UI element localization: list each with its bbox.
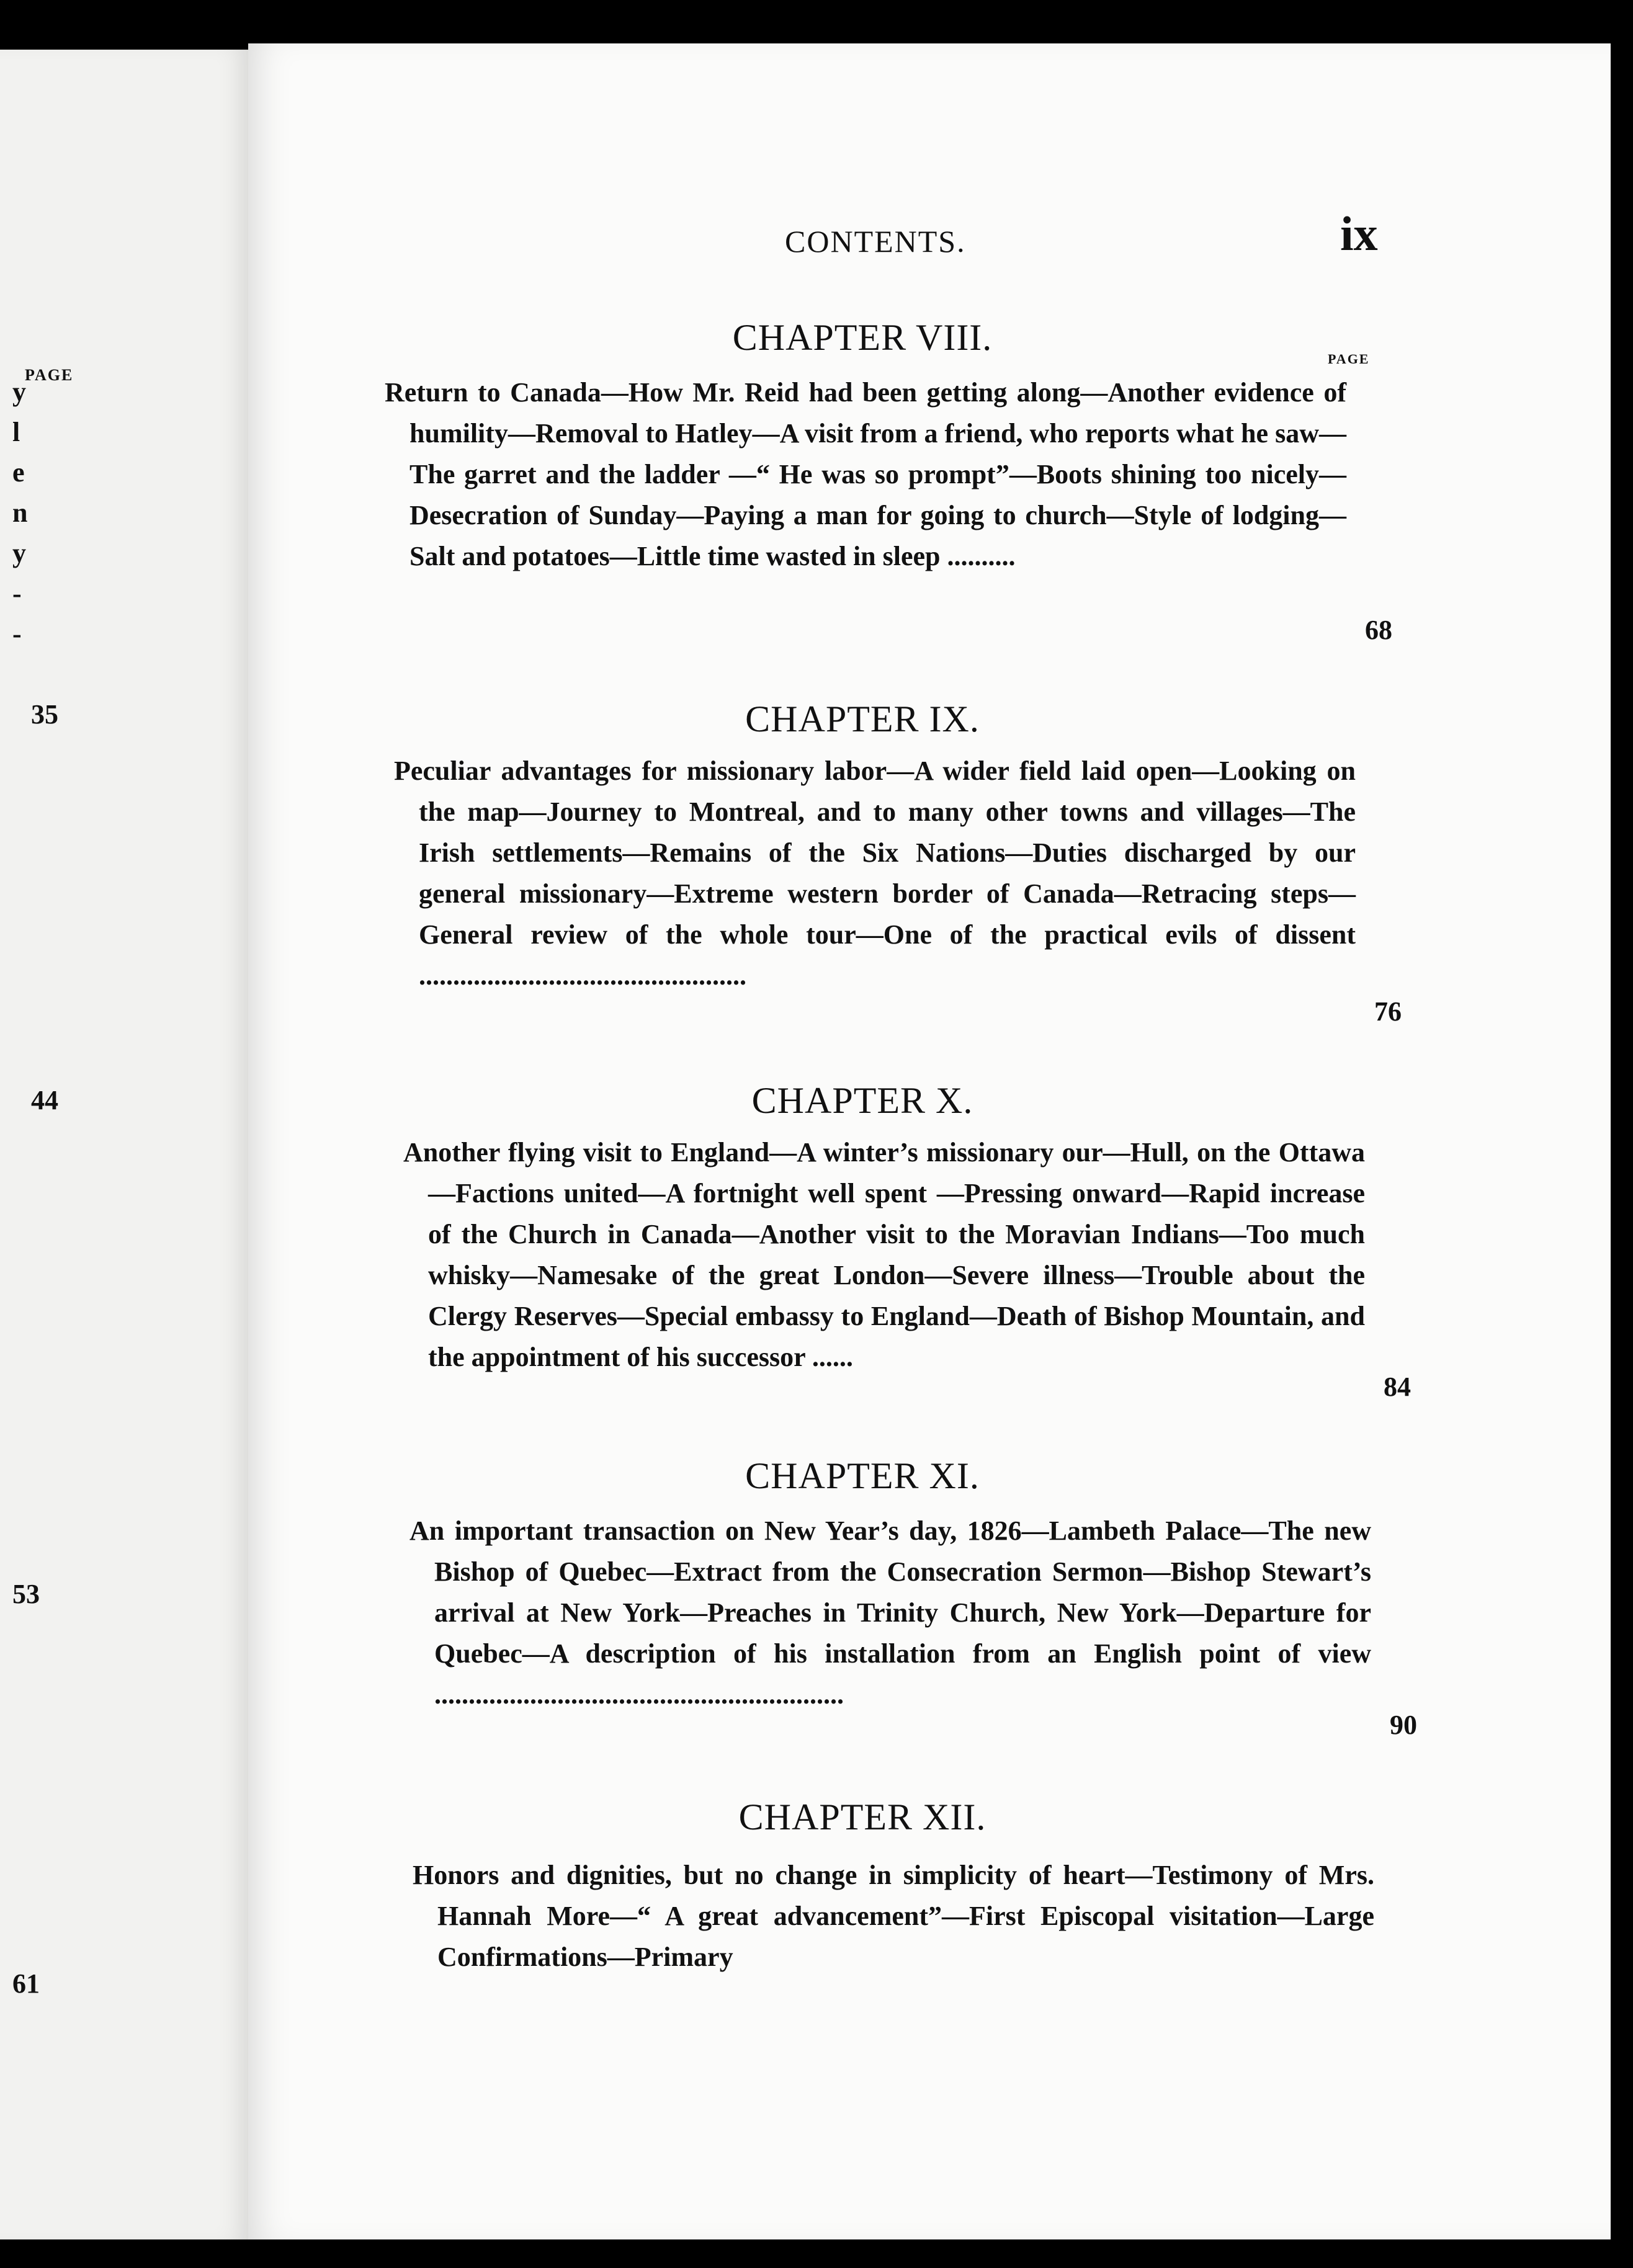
page-column-label: PAGE xyxy=(1328,351,1370,367)
chapter-page-number: 76 xyxy=(1374,996,1402,1027)
left-edge-letter: y xyxy=(12,538,26,568)
chapter-title: CHAPTER X. xyxy=(751,1080,973,1121)
left-page-column-label: PAGE xyxy=(25,366,74,384)
left-edge-letter: e xyxy=(12,457,25,488)
chapter-summary: Honors and dignities, but no change in simplicity of heart—Testimony of Mrs. Hannah More—“ A great advancement”—First Episcopal visitation—Large Confirmations—Primary xyxy=(413,1860,1374,1972)
chapter-title: CHAPTER XI. xyxy=(745,1455,980,1496)
left-facing-page xyxy=(0,50,248,2239)
left-edge-letter: y xyxy=(12,377,26,407)
running-head: CONTENTS. xyxy=(785,224,966,259)
left-edge-letter: n xyxy=(12,498,28,528)
chapter-page-number: 90 xyxy=(1390,1710,1417,1740)
left-edge-letter: l xyxy=(12,417,20,447)
left-page-number: 35 xyxy=(31,699,58,730)
left-page-number: 53 xyxy=(12,1579,40,1609)
chapter-title: CHAPTER XII. xyxy=(738,1797,987,1837)
left-edge-letter: - xyxy=(12,618,22,649)
chapter-summary: Another flying visit to England—A winter’s missionary our—Hull, on the Ottawa—Factions united—A fortnight well spent —Pressing onward—Rapid increase of the Church in Canada—Another visit to the Moravian Indians—Too much whisky—Namesake of the great London—Severe illness—Trouble about the Clergy Reserves—Special embassy to England—Death of Bishop Mountain, and the appointment of his successor ...... xyxy=(403,1137,1365,1372)
chapter-title: CHAPTER IX. xyxy=(745,699,980,739)
chapter-summary: Peculiar advantages for missionary labor—A wider field laid open—Looking on the map—Journey to Montreal, and to many other towns and villages—The Irish settlements—Remains of the Six Nations—Duties discharged by our general missionary—Extreme western border of Canada—Retracing steps—General review of the whole tour—One of the practical evils of dissent ................................................ xyxy=(394,756,1356,991)
contents-page xyxy=(248,43,1611,2239)
chapter-page-number: 68 xyxy=(1365,615,1392,645)
chapter-title: CHAPTER VIII. xyxy=(732,317,993,358)
left-edge-letter: - xyxy=(12,578,22,609)
chapter-summary: An important transaction on New Year’s day, 1826—Lambeth Palace—The new Bishop of Quebec—Extract from the Consecration Sermon—Bishop Stewart’s arrival at New York—Preaches in Trinity Church, New York—Departure for Quebec—A description of his installation from an English point of view ............................................................ xyxy=(409,1516,1371,1710)
chapter-summary: Return to Canada—How Mr. Reid had been getting along—Another evidence of humility—Removal to Hatley—A visit from a friend, who reports what he saw—The garret and the ladder —“ He was so prompt”—Boots shining too nicely—Desecration of Sunday—Paying a man for going to church—Style of lodging—Salt and potatoes—Little time wasted in sleep .......... xyxy=(385,377,1346,571)
chapter-page-number: 84 xyxy=(1384,1372,1411,1402)
left-page-number: 61 xyxy=(12,1968,40,1999)
left-page-number: 44 xyxy=(31,1085,58,1115)
folio-number: ix xyxy=(1340,207,1378,261)
